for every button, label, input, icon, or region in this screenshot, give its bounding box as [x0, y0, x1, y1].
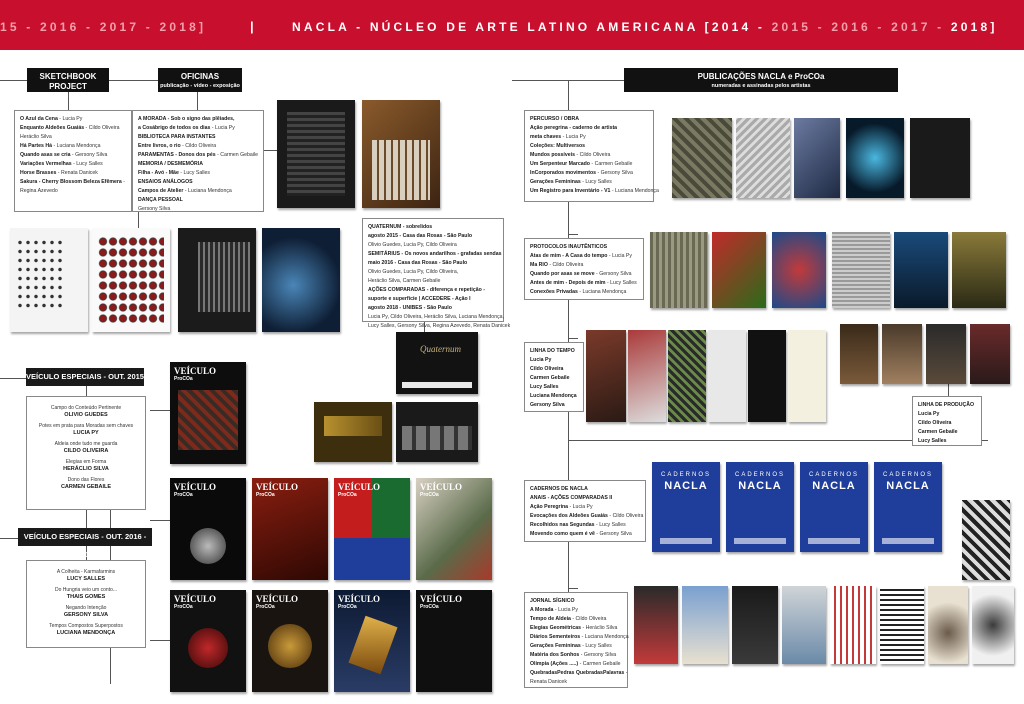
item-title: PROTOCOLOS INAUTÊNTICOS: [530, 244, 608, 250]
tab-veiculo-2015: VEÍCULO ESPECIAIS - OUT. 2015: [26, 368, 144, 386]
item-title: Ma RIO: [530, 262, 548, 268]
item-artist: - Gersony Silva: [594, 531, 632, 537]
tab-veiculo-2016-2017: VEÍCULO ESPECIAIS - OUT. 2016 - 2017: [18, 528, 152, 546]
veiculo-magazine-6: VEÍCULO ProCOa: [252, 590, 328, 692]
list-item: [530, 392, 578, 401]
item-title: Tempo de Aldeia: [530, 616, 571, 622]
item-title: Horse Brasses: [20, 170, 57, 176]
list-item: [20, 160, 126, 169]
list-item: [918, 437, 976, 446]
entry-artist: CARMEN GEBAILE: [60, 484, 112, 490]
list-item: [368, 250, 502, 259]
list-item: [530, 485, 640, 494]
entry-artist: CILDO OLIVEIRA: [63, 448, 109, 454]
item-title: Sakura - Cherry Blossom Beleza Efêmera: [20, 179, 122, 185]
protocolo-cover-6: [952, 232, 1006, 308]
veiculo-2016-box: [26, 560, 146, 648]
list-item: [138, 178, 258, 187]
entry-title: Do Hungria veio um conto...: [55, 587, 117, 593]
list-item: [530, 503, 640, 512]
protocolo-cover-5: [894, 232, 948, 308]
item-artist: - Lucy Salles: [71, 161, 103, 167]
book-image-dark: [277, 100, 355, 208]
list-item: [20, 124, 126, 133]
item-title: Ação peregrina - caderno de artista: [530, 125, 618, 131]
item-title: Carmen Gebaile: [918, 429, 958, 435]
jornal-issue-5: [830, 586, 876, 664]
list-item: [530, 401, 578, 410]
sketchbook-spread-2: [92, 228, 170, 332]
item-title: maio 2016 - Casa das Rosas - São Paulo: [368, 260, 468, 266]
list-item: [138, 196, 258, 205]
veiculo-magazine-5: VEÍCULO ProCOa: [170, 590, 246, 692]
item-title: BIBLIOTECA PARA INSTANTES: [138, 134, 216, 140]
list-item: [530, 279, 638, 288]
list-item: [368, 313, 504, 322]
item-artist: Heráclio Silva, Carmen Gebaile: [368, 278, 441, 284]
item-artist: - Gersony Silva: [596, 170, 633, 176]
publicacoes-subtitle: numeradas e assinadas pelos artistas: [711, 83, 811, 89]
item-title: Entre livros, o rio: [138, 143, 181, 149]
item-title: ENSAIOS ANÁLOGOS: [138, 179, 193, 185]
list-item: [530, 678, 622, 687]
veiculo-magazine-2015-cover: VEÍCULO ProCOa: [170, 362, 246, 464]
sketchbook-spread-3: [178, 228, 256, 332]
entry-artist: HERÁCLIO SILVA: [63, 466, 109, 472]
item-title: agosto 2015 - Casa das Rosas - São Paulo: [368, 233, 473, 239]
percurso-cover-5: [910, 118, 970, 198]
item-title: Gerações Femininas: [530, 179, 581, 185]
list-item: [368, 241, 498, 250]
linha-tempo-book-4: [708, 330, 746, 422]
list-item: [530, 606, 622, 615]
item-title: A Morada: [530, 607, 554, 613]
item-title: Cildo Oliveira: [918, 420, 952, 426]
item-artist: - Lucy Salles: [605, 280, 637, 286]
list-item: [368, 268, 498, 277]
item-title: Um Serpenteur Marcado: [530, 161, 590, 167]
item-artist: Lucia Py, Cildo Oliveira, Heráclio Silva, Luciana Mendonça,: [368, 314, 504, 320]
linha-tempo-book-5: [748, 330, 786, 422]
item-title: Quando por asas se move: [530, 271, 595, 277]
producao-photo-3: [926, 324, 966, 384]
item-artist: Regina Azevedo: [20, 188, 58, 194]
list-item: [20, 169, 126, 178]
entry-title: Potes em prata para Moradas sem chaves: [38, 423, 134, 429]
linha-tempo-book-3: [668, 330, 706, 422]
jornal-issue-1: [634, 586, 678, 664]
veiculo-magazine-7: VEÍCULO ProCOa: [334, 590, 410, 692]
cadernos-cover-4: CADERNOS NACLA: [874, 462, 942, 552]
sketchbook-spread-1: [10, 228, 88, 332]
tab-oficinas: [158, 68, 242, 92]
item-title: Conexões Privadas: [530, 289, 578, 295]
list-item: [138, 124, 258, 133]
item-title: Recolhidos nas Segundas: [530, 522, 595, 528]
item-title: LINHA DO TEMPO: [530, 348, 575, 354]
quaternum-box: [362, 218, 511, 329]
item-title: Mundos possíveis: [530, 152, 575, 158]
veiculo-entry: [32, 459, 140, 473]
entry-artist: LUCY SALLES: [66, 576, 106, 582]
oficinas-title: OFICINAS: [180, 72, 220, 81]
quaternum-invite-image: [396, 332, 478, 394]
list-item: [530, 133, 648, 142]
item-title: Cildo Oliveira: [530, 366, 564, 372]
list-item: [530, 374, 578, 383]
item-artist: - Carmen Gebaile: [589, 161, 633, 167]
list-item: [138, 160, 258, 169]
jornal-issue-3: [732, 586, 778, 664]
list-item: [530, 642, 622, 651]
percurso-cover-2: [736, 118, 790, 198]
jornal-issue-2: [682, 586, 728, 664]
item-artist: - Luciana Mendonça: [580, 634, 629, 640]
item-title: Filha - Avó - Mãe: [138, 170, 179, 176]
veiculo-entry: [32, 569, 140, 583]
veiculo-magazine-4: VEÍCULO ProCOa: [416, 478, 492, 580]
item-title: AÇÕES COMPARADAS - diferença e repetição -: [368, 287, 485, 293]
list-item: [530, 365, 578, 374]
list-item: [138, 205, 258, 214]
list-item: [530, 288, 638, 297]
list-item: [368, 322, 511, 331]
item-title: Elegias Geométricas: [530, 625, 582, 631]
item-title: Enquanto Aldeões Guaiás: [20, 125, 85, 131]
item-artist: - Luciana Mendonça: [577, 289, 627, 295]
entry-title: A Colheita - Karmafarmins: [56, 569, 116, 575]
entry-artist: OLIVIO GUEDES: [64, 412, 108, 418]
cadernos-pattern-cover: [962, 500, 1010, 580]
item-artist: - Heráclio Silva: [581, 625, 618, 631]
publicacoes-title: PUBLICAÇÕES NACLA e ProCOa: [697, 72, 825, 81]
item-title: MEMORIA / DESMEMÓRIA: [138, 161, 203, 167]
item-artist: - Gersony Silva: [70, 152, 108, 158]
list-item: [530, 124, 648, 133]
banner-title: NACLA - NÚCLEO DE ARTE LATINO AMERICANA [2014 - 2015 - 2016 - 2017 - 2018]: [292, 20, 998, 34]
item-artist: - Cildo Oliveira: [84, 125, 120, 131]
item-title: Matéria dos Sonhos: [530, 652, 580, 658]
jornal-issue-7: [928, 586, 968, 664]
item-artist: - Cildo Oliveira: [547, 262, 584, 268]
item-title: a Cosábrigo de todos os dias: [138, 125, 211, 131]
list-item: [368, 304, 498, 313]
list-item: [530, 633, 629, 642]
entry-artist: LUCIA PY: [73, 430, 99, 436]
entry-title: Tempos Compostos Superpostos: [49, 623, 123, 629]
list-item: [368, 295, 498, 304]
list-item: [918, 428, 976, 437]
producao-photo-4: [970, 324, 1010, 384]
item-title: A MORADA - Sob o signo das plêiades,: [138, 116, 235, 122]
item-title: Campos de Atelier: [138, 188, 184, 194]
linha-tempo-book-6: [788, 330, 826, 422]
item-title: ANAIS - AÇÕES COMPARADAS II: [530, 495, 613, 501]
list-item: [368, 223, 498, 232]
sketchbook-spread-4: [262, 228, 340, 332]
veiculo-entry: [32, 605, 140, 619]
percurso-box: [524, 110, 659, 202]
item-artist: Gersony Silva: [138, 206, 171, 212]
sketchbook-subtitle: Brooklyn Art Library - NY: [35, 93, 101, 99]
list-item: [530, 151, 648, 160]
producao-photo-2: [882, 324, 922, 384]
item-title: LINHA DE PRODUÇÃO: [918, 402, 975, 408]
entry-title: Campo do Conteúdo Pertinente: [50, 405, 122, 411]
list-item: [530, 178, 648, 187]
item-artist: - Cildo Oliveira: [180, 143, 217, 149]
veiculo-entry: [32, 405, 140, 419]
protocolo-cover-4: [832, 232, 890, 308]
item-artist: - Lucia Py: [210, 125, 235, 131]
list-item: [530, 270, 638, 279]
item-artist: - Lucia Py: [553, 607, 578, 613]
banner-left-years: 15 - 2016 - 2017 - 2018]: [0, 20, 207, 34]
jornal-issue-6: [880, 586, 924, 664]
list-item: [20, 178, 126, 187]
list-item: [138, 133, 258, 142]
list-item: [20, 133, 126, 142]
item-title: JORNAL SÍGNICO: [530, 598, 575, 604]
list-item: [20, 187, 126, 196]
item-artist: - Cildo Oliveira: [570, 616, 607, 622]
veiculo-entry: [32, 623, 140, 637]
list-item: [20, 115, 126, 124]
item-title: DANÇA PESSOAL: [138, 197, 183, 203]
list-item: [918, 419, 976, 428]
entry-title: Elegias em Forma: [65, 459, 107, 465]
item-artist: -: [624, 670, 628, 676]
list-item: [530, 494, 640, 503]
veiculo-magazine-3: VEÍCULO ProCOa: [334, 478, 410, 580]
linha-do-tempo-box: [524, 342, 584, 412]
list-item: [530, 669, 628, 678]
item-title: suporte e superfície | ACCEDERE - Ação I: [368, 296, 471, 302]
list-item: [368, 259, 498, 268]
quaternum-invite-title: Quaternum: [420, 344, 461, 354]
list-item: [918, 401, 976, 410]
item-title: Coleções: Multiversos: [530, 143, 586, 149]
item-title: Há Partes Há: [20, 143, 53, 149]
item-title: Gersony Silva: [530, 402, 565, 408]
item-title: PERCURSO / OBRA: [530, 116, 579, 122]
list-item: [138, 142, 258, 151]
percurso-cover-3: [794, 118, 840, 198]
jornal-signico-box: [524, 592, 628, 688]
item-artist: - Gersony Silva: [579, 652, 617, 658]
item-artist: - Lucy Salles: [178, 170, 210, 176]
veiculo-magazine-8: VEÍCULO ProCOa: [416, 590, 492, 692]
entry-title: Negando Intenção: [65, 605, 107, 611]
item-title: SEMITÁRIUS - Os novos andarilhos - grafadas sendas: [368, 251, 502, 257]
item-title: Ação Peregrina: [530, 504, 569, 510]
list-item: [368, 277, 498, 286]
list-item: [530, 160, 648, 169]
item-title: Olímpia (Ações .....): [530, 661, 579, 667]
list-item: [918, 410, 976, 419]
linha-de-producao-box: [912, 396, 982, 446]
list-item: [530, 347, 578, 356]
list-item: [530, 521, 640, 530]
item-artist: - Carmen Gebaile: [578, 661, 621, 667]
item-artist: - Renata Danicek: [56, 170, 98, 176]
jornal-issue-8: [972, 586, 1014, 664]
list-item: [138, 169, 258, 178]
veiculo-magazine-2: VEÍCULO ProCOa: [252, 478, 328, 580]
protocolo-cover-1: [650, 232, 708, 308]
item-title: Diários Sementeiros: [530, 634, 581, 640]
item-title: Evocações dos Aldeões Guaiás: [530, 513, 608, 519]
veiculo-entry: [32, 441, 140, 455]
item-title: agosto 2018 - UNIBES - São Paulo: [368, 305, 452, 311]
list-item: [530, 187, 659, 196]
tab-publicacoes: [624, 68, 898, 92]
banner-separator: |: [250, 19, 254, 34]
entry-title: Aldeia onde tudo me guarda: [54, 441, 118, 447]
list-item: [530, 615, 622, 624]
semitarius-invite-image: [314, 402, 392, 462]
accedere-invite-image: [396, 402, 478, 462]
entry-artist: LUCIANA MENDONÇA: [56, 630, 116, 636]
item-artist: - Lucy Salles: [580, 179, 612, 185]
list-item: [530, 530, 640, 539]
item-title: Variações Vermelhas: [20, 161, 72, 167]
protocolo-cover-3: [772, 232, 826, 308]
cadernos-cover-1: CADERNOS NACLA: [652, 462, 720, 552]
list-item: [530, 512, 644, 521]
item-title: Movendo como quem é vê: [530, 531, 595, 537]
list-item: [530, 356, 578, 365]
item-artist: - Lucia Py: [568, 504, 593, 510]
list-item: [530, 660, 622, 669]
list-item: [530, 252, 638, 261]
item-title: Lucy Salles: [918, 438, 947, 444]
item-title: Lucy Salles: [530, 384, 559, 390]
item-title: QUATERNUM - sobrelidos: [368, 224, 433, 230]
veiculo-entry: [32, 477, 140, 491]
item-artist: - Lucy Salles: [594, 522, 626, 528]
jornal-issue-4: [782, 586, 826, 664]
item-artist: Lucy Salles, Gersony Silva, Regina Azevedo, Renata Danicek: [368, 323, 511, 329]
list-item: [530, 651, 622, 660]
list-item: [530, 243, 638, 252]
item-title: meta chaves: [530, 134, 562, 140]
item-title: InCorporados movimentos: [530, 170, 597, 176]
list-item: [530, 169, 648, 178]
item-artist: - Lucia Py: [607, 253, 632, 259]
veiculo-2015-box: [26, 396, 146, 510]
item-title: CADERNOS DE NACLA: [530, 486, 588, 492]
list-item: [530, 115, 648, 124]
cadernos-cover-2: CADERNOS NACLA: [726, 462, 794, 552]
list-item: [20, 151, 126, 160]
item-artist: Heráclio Silva: [20, 134, 52, 140]
entry-artist: THAIS GOMES: [66, 594, 106, 600]
item-artist: - Lucia Py: [561, 134, 586, 140]
percurso-cover-4: [846, 118, 904, 198]
veiculo-entry: [32, 587, 140, 601]
item-artist: - Carmen Gebaile: [215, 152, 259, 158]
item-title: Gerações Femininas: [530, 643, 581, 649]
item-artist: Olivio Guedes, Lucia Py, Cildo Oliveira: [368, 242, 457, 248]
item-artist: - Luciana Mendonça: [52, 143, 101, 149]
list-item: [138, 187, 258, 196]
list-item: [530, 261, 638, 270]
item-title: QuebradasPedras QuebradasPalavras: [530, 670, 625, 676]
entry-title: Dono das Flores: [67, 477, 105, 483]
list-item: [530, 624, 622, 633]
tab-sketchbook-project: [27, 68, 109, 99]
list-item: [368, 286, 498, 295]
item-artist: - Cildo Oliveira: [607, 513, 644, 519]
oficinas-subtitle: publicação - vídeo - exposição: [160, 83, 240, 89]
item-title: Lucia Py: [530, 357, 552, 363]
list-item: [530, 383, 578, 392]
list-item: [530, 142, 648, 151]
bookshelf-image: [362, 100, 440, 208]
item-artist: Renata Danicek: [530, 679, 567, 685]
sketchbook-title: SKETCHBOOK PROJECT: [39, 72, 97, 91]
oficinas-list-box: [132, 110, 264, 212]
sketchbook-list-box: [14, 110, 132, 212]
item-title: Lucia Py: [918, 411, 940, 417]
item-title: Quando asas se cria: [20, 152, 71, 158]
protocolos-box: [524, 238, 644, 300]
item-title: PARAMENTAS - Donos dos pés: [138, 152, 216, 158]
item-artist: - Luciana Mendonça: [610, 188, 659, 194]
list-item: [138, 151, 258, 160]
item-artist: Olivio Guedes, Lucia Py, Cildo Oliveira,: [368, 269, 459, 275]
list-item: [138, 115, 258, 124]
percurso-cover-1: [672, 118, 732, 198]
item-title: Atas de mim - A Casa do tempo: [530, 253, 608, 259]
item-title: Antes de mim - Depois de mim: [530, 280, 606, 286]
item-title: Um Registro para Inventário - V1: [530, 188, 611, 194]
protocolo-cover-2: [712, 232, 766, 308]
entry-artist: GERSONY SILVA: [63, 612, 109, 618]
item-artist: - Cildo Oliveira: [574, 152, 611, 158]
item-title: Carmen Gebaile: [530, 375, 570, 381]
item-artist: - Lucy Salles: [580, 643, 612, 649]
cadernos-box: [524, 480, 646, 542]
linha-tempo-book-1: [586, 330, 626, 422]
item-artist: - Luciana Mendonça: [183, 188, 232, 194]
linha-tempo-book-2: [628, 330, 666, 422]
veiculo-entry: [32, 423, 140, 437]
item-title: Luciana Mendonça: [530, 393, 577, 399]
list-item: [530, 597, 622, 606]
item-title: O Azul da Cena: [20, 116, 58, 122]
item-artist: - Lucia Py: [57, 116, 83, 122]
item-artist: -: [121, 179, 125, 185]
item-artist: - Gersony Silva: [594, 271, 632, 277]
list-item: [20, 142, 126, 151]
producao-photo-1: [840, 324, 878, 384]
list-item: [368, 232, 498, 241]
veiculo-magazine-1: VEÍCULO ProCOa: [170, 478, 246, 580]
cadernos-cover-3: CADERNOS NACLA: [800, 462, 868, 552]
